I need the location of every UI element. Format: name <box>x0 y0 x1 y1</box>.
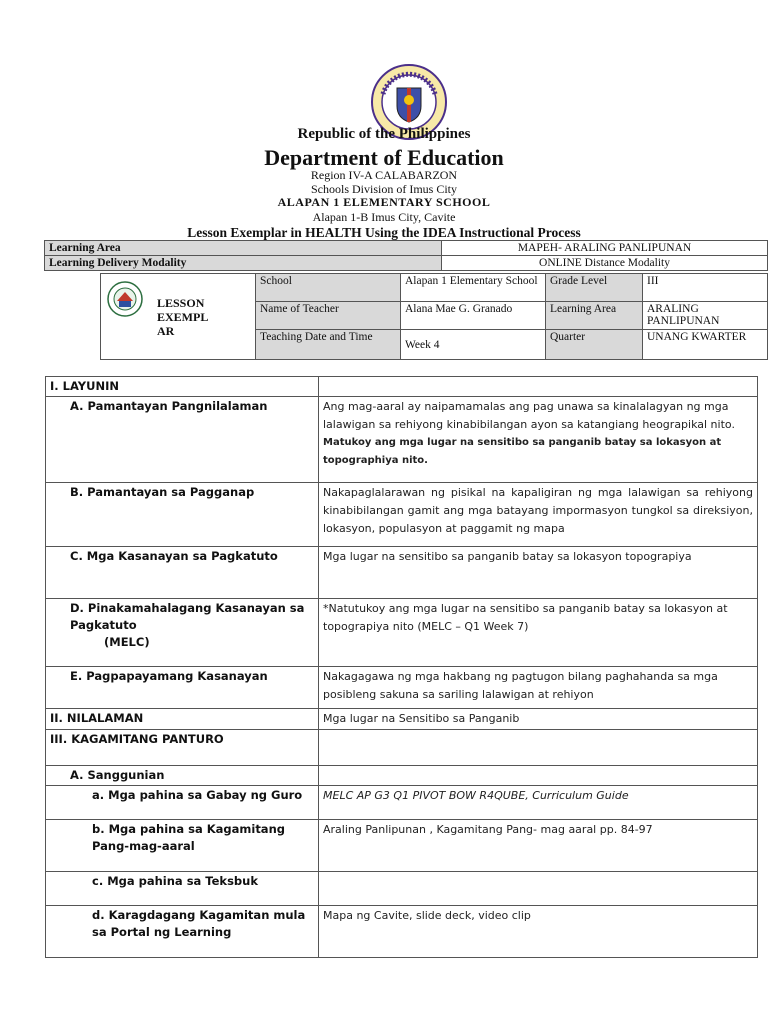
learning-area-label: Learning Area <box>45 241 442 256</box>
division-line: Schools Division of Imus City <box>310 182 457 196</box>
kasanayan-label: C. Mga Kasanayan sa Pagkatuto <box>46 547 319 599</box>
school-logo-cell <box>101 274 150 360</box>
melc-label-line-2: (MELC) <box>104 635 150 649</box>
pamantayan-note: Matukoy ang mga lugar na sensitibo sa panganib batay sa lokasyon at topographiya nito. <box>323 437 722 466</box>
date-value: Week 4 <box>401 330 546 360</box>
date-label: Teaching Date and Time <box>256 330 401 360</box>
lesson-label-line-1: LESSON <box>157 295 205 310</box>
teksbuk-label: c. Mga pahina sa Teksbuk <box>46 872 319 906</box>
melc-text: *Natutukoy ang mga lugar na sensitibo sa panganib batay sa lokasyon at topograpiya nito (MELC – Q1 Week 7) <box>319 599 758 667</box>
pamantayan-label: A. Pamantayan Pangnilalaman <box>46 397 319 483</box>
area-value: ARALING PANLIPUNAN <box>643 302 768 330</box>
teksbuk-text <box>319 872 758 906</box>
school-logo-icon <box>107 281 143 317</box>
sanggunian-label: A. Sanggunian <box>46 766 319 786</box>
nilalaman-text: Mga lugar na Sensitibo sa Panganib <box>319 709 758 730</box>
kagamitan-label: III. KAGAMITANG PANTURO <box>46 730 319 766</box>
teacher-label: Name of Teacher <box>256 302 401 330</box>
republic-heading: Republic of the Philippines <box>297 126 471 142</box>
melc-label-line-1: D. Pinakamahalagang Kasanayan sa Pagkatuto <box>70 601 305 632</box>
kagamitan-empty <box>319 730 758 766</box>
area-label: Learning Area <box>546 302 643 330</box>
quarter-label: Quarter <box>546 330 643 360</box>
teacher-value: Alana Mae G. Granado <box>401 302 546 330</box>
school-value: Alapan 1 Elementary School <box>401 274 546 302</box>
lesson-info-table <box>100 273 768 360</box>
pangmag-label: b. Mga pahina sa Kagamitang Pang-mag-aaral <box>46 820 319 872</box>
document-title: Lesson Exemplar in HEALTH Using the IDEA Instructional Process <box>187 225 581 240</box>
pagpapayamang-label: E. Pagpapayamang Kasanayan <box>46 667 319 709</box>
karagdagang-label: d. Karagdagang Kagamitan mula sa Portal ng Learning <box>46 906 319 958</box>
nilalaman-label: II. NILALAMAN <box>46 709 319 730</box>
layunin-heading: I. LAYUNIN <box>46 377 319 397</box>
lesson-label-line-2: EXEMPL <box>157 309 209 324</box>
kasanayan-text: Mga lugar na sensitibo sa panganib batay sa lokasyon topograpiya <box>319 547 758 599</box>
grade-value: III <box>643 274 768 302</box>
pangmag-text: Araling Panlipunan , Kagamitang Pang- mag aaral pp. 84-97 <box>319 820 758 872</box>
sanggunian-empty <box>319 766 758 786</box>
pagpapayamang-text: Nakagagawa ng mga hakbang ng pagtugon bilang paghahanda sa mga posibleng sakuna sa sariling lalawigan at rehiyon <box>319 667 758 709</box>
learning-area-value: MAPEH- ARALING PANLIPUNAN <box>442 241 768 256</box>
quarter-value: UNANG KWARTER <box>643 330 768 360</box>
learning-area-table <box>44 240 768 271</box>
lesson-exemplar-label <box>149 274 256 360</box>
gabay-label: a. Mga pahina sa Gabay ng Guro <box>46 786 319 820</box>
school-label: School <box>256 274 401 302</box>
modality-value: ONLINE Distance Modality <box>442 256 768 271</box>
gabay-text: MELC AP G3 Q1 PIVOT BOW R4QUBE, Curriculum Guide <box>319 786 758 820</box>
lesson-content-table <box>45 376 758 958</box>
school-address: Alapan 1-B Imus City, Cavite <box>312 210 456 224</box>
lesson-label-line-3: AR <box>157 323 175 338</box>
karagdagang-text: Mapa ng Cavite, slide deck, video clip <box>319 906 758 958</box>
pagganap-label: B. Pamantayan sa Pagganap <box>46 483 319 547</box>
modality-label: Learning Delivery Modality <box>45 256 442 271</box>
pagganap-text: Nakapaglalarawan ng pisikal na kapaligiran ng mga lalawigan sa rehiyong kinabibilangan gamit ang mga batayang impormasyon tungkol sa direksiyon, lokasyon, populasyon at paggamit ng mapa <box>319 483 758 547</box>
pamantayan-text: Ang mag-aaral ay naipamamalas ang pag unawa sa kinalalagyan ng mga lalawigan sa rehiyong kinabibilangan ayon sa katangiang heograpikal nito. <box>323 400 735 431</box>
region-line: Region IV-A CALABARZON <box>310 168 458 182</box>
pamantayan-cell <box>319 397 758 483</box>
school-name: ALAPAN 1 ELEMENTARY SCHOOL <box>277 195 491 209</box>
grade-label: Grade Level <box>546 274 643 302</box>
melc-label <box>46 599 319 667</box>
department-heading: Department of Education <box>264 145 504 170</box>
layunin-empty <box>319 377 758 397</box>
